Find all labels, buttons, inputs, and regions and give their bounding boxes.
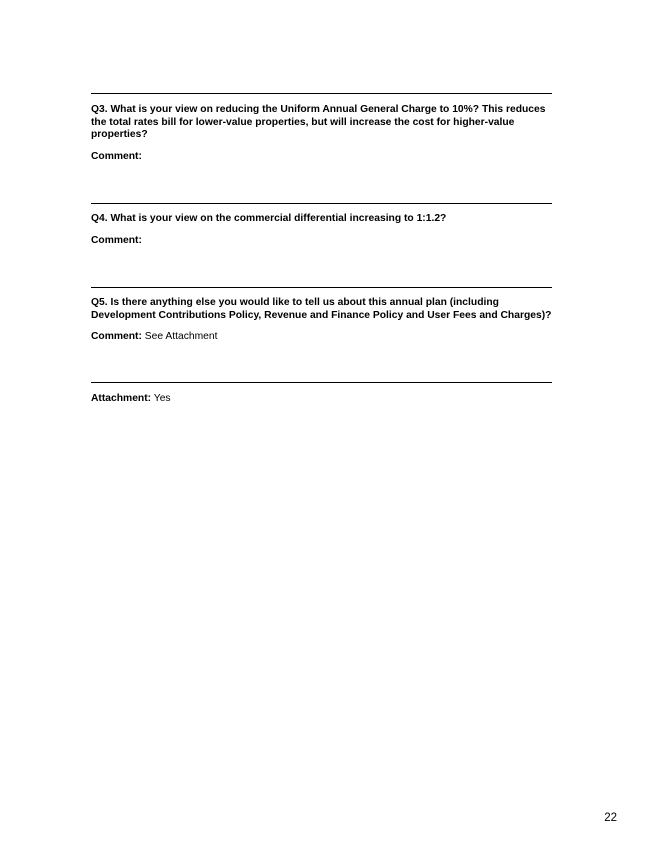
question-4-text: Q4. What is your view on the commercial differential increasing to 1:1.2? (91, 213, 447, 224)
comment-value: See Attachment (144, 331, 218, 342)
comment-label: Comment: (91, 151, 142, 162)
divider-line (91, 382, 552, 383)
divider-line (91, 93, 552, 94)
question-3-comment (91, 151, 142, 164)
divider-line (91, 203, 552, 204)
attachment-row (91, 393, 171, 406)
attachment-label: Attachment: (91, 393, 152, 404)
question-3-text: Q3. What is your view on reducing the Uniform Annual General Charge to 10%? This reduces the total rates bill for lower-value properties, but will increase the cost for higher-value properties? (91, 104, 546, 141)
question-5-text: Q5. Is there anything else you would like to tell us about this annual plan (including Development Contributions Policy, Revenue and Finance Policy and User Fees and Charges)? (91, 297, 552, 321)
comment-label: Comment: (91, 235, 142, 246)
question-4-comment (91, 235, 142, 248)
divider-line (91, 287, 552, 288)
attachment-value: Yes (153, 393, 171, 404)
question-5-comment (91, 331, 218, 344)
page-number: 22 (604, 812, 617, 824)
comment-label: Comment: (91, 331, 142, 342)
